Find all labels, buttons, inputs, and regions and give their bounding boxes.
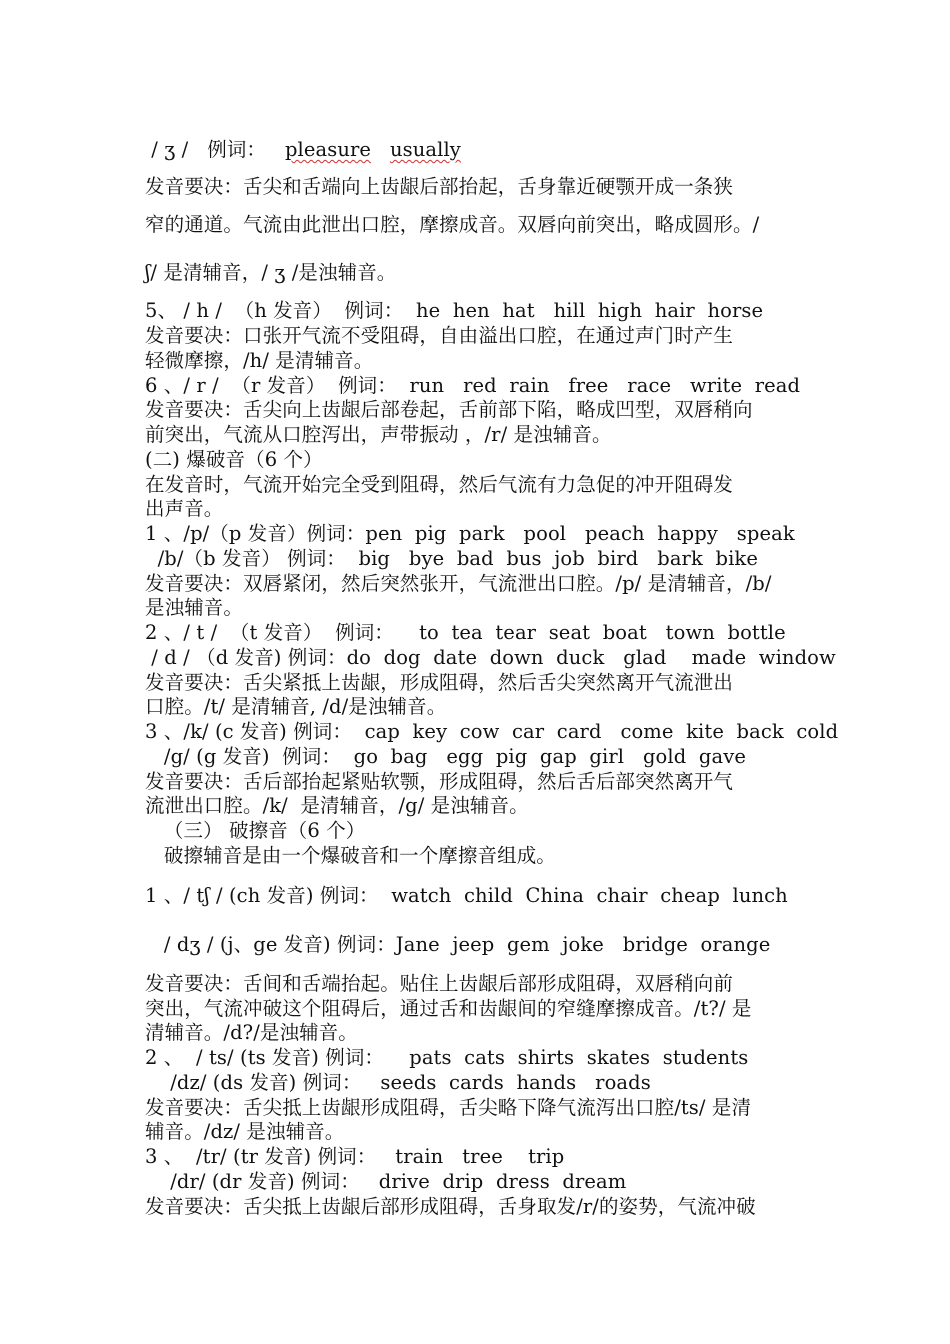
ts-desc-line-2: 辅音。/dz/ 是浊辅音。: [145, 1120, 345, 1143]
ts-sound-heading: 2 、 / ts/ (ts 发音) 例词： pats cats shirts skates students: [145, 1046, 749, 1069]
r-desc-line-2: 前突出，气流从口腔泻出，声带振动 ，/r/ 是浊辅音。: [145, 423, 612, 446]
tsh-sound-heading: 1 、/ tʃ / (ch 发音) 例词： watch child China chair cheap lunch: [145, 884, 788, 907]
h-sound-heading: 5、 / h / （h 发音） 例词： he hen hat hill high hair horse: [145, 299, 764, 322]
dr-sound-heading: /dr/ (dr 发音) 例词： drive drip dress dream: [145, 1170, 627, 1193]
g-sound-heading: /g/ (g 发音) 例词： go bag egg pig gap girl gold gave: [145, 745, 746, 768]
tr-desc-line-1: 发音要决：舌尖抵上齿龈后部形成阻碍，舌身取发/r/的姿势，气流冲破: [145, 1195, 756, 1218]
zh-desc-line-3: ʃ/ 是清辅音，/ ʒ /是浊辅音。: [145, 261, 397, 284]
dzh-sound-heading: / dʒ / (j、ge 发音) 例词：Jane jeep gem joke bridge orange: [145, 933, 771, 956]
tsh-desc-line-2: 突出，气流冲破这个阻碍后，通过舌和齿龈间的窄缝摩擦成音。/t?/ 是: [145, 997, 752, 1020]
plosive-section-title: (二) 爆破音（6 个）: [145, 448, 323, 471]
pb-desc-line-1: 发音要决：双唇紧闭，然后突然张开，气流泄出口腔。/p/ 是清辅音，/b/: [145, 572, 772, 595]
tsh-desc-line-3: 清辅音。/d?/是浊辅音。: [145, 1021, 358, 1044]
example-word-pleasure: pleasure: [284, 138, 372, 161]
td-desc-line-2: 口腔。/t/ 是清辅音, /d/是浊辅音。: [145, 695, 447, 718]
h-desc-line-2: 轻微摩擦，/h/ 是清辅音。: [145, 349, 374, 372]
spacer: [371, 138, 390, 161]
kg-desc-line-1: 发音要决：舌后部抬起紧贴软颚，形成阻碍，然后舌后部突然离开气: [145, 770, 734, 793]
r-desc-line-1: 发音要决：舌尖向上齿龈后部卷起，舌前部下陷，略成凹型，双唇稍向: [145, 398, 753, 421]
h-desc-line-1: 发音要决：口张开气流不受阻碍，自由溢出口腔，在通过声门时产生: [145, 324, 734, 347]
b-sound-heading: /b/（b 发音） 例词： big bye bad bus job bird bark bike: [145, 547, 758, 570]
ts-desc-line-1: 发音要决：舌尖抵上齿龈形成阻碍，舌尖略下降气流泻出口腔/ts/ 是清: [145, 1096, 752, 1119]
plosive-desc-line-2: 出声音。: [145, 497, 224, 520]
d-sound-heading: / d / （d 发音) 例词：do dog date down duck glad made window: [145, 646, 836, 669]
tr-sound-heading: 3 、 /tr/ (tr 发音) 例词： train tree trip: [145, 1145, 565, 1168]
example-word-usually: usually: [389, 138, 461, 161]
k-sound-heading: 3 、/k/ (c 发音) 例词： cap key cow car card come kite back cold: [145, 720, 839, 743]
zh-desc-line-2: 窄的通道。气流由此泄出口腔，摩擦成音。双唇向前突出，略成圆形。/: [145, 213, 760, 236]
t-sound-heading: 2 、/ t / （t 发音） 例词： to tea tear seat boat town bottle: [145, 621, 786, 644]
zh-heading-prefix: / ʒ / 例词：: [145, 138, 285, 161]
zh-sound-heading: [145, 138, 810, 162]
p-sound-heading: 1 、/p/（p 发音）例词：pen pig park pool peach happy speak: [145, 522, 795, 545]
plosive-desc-line-1: 在发音时，气流开始完全受到阻碍，然后气流有力急促的冲开阻碍发: [145, 473, 734, 496]
pb-desc-line-2: 是浊辅音。: [145, 596, 244, 619]
tsh-desc-line-1: 发音要决：舌间和舌端抬起。贴住上齿龈后部形成阻碍，双唇稍向前: [145, 972, 734, 995]
affricate-desc: 破擦辅音是由一个爆破音和一个摩擦音组成。: [145, 844, 556, 867]
dz-sound-heading: /dz/ (ds 发音) 例词： seeds cards hands roads: [145, 1071, 651, 1094]
zh-desc-line-1: 发音要决：舌尖和舌端向上齿龈后部抬起，舌身靠近硬颚开成一条狭: [145, 175, 734, 198]
affricate-section-title: （三） 破擦音（6 个）: [145, 819, 366, 842]
r-sound-heading: 6 、/ r / （r 发音） 例词： run red rain free race write read: [145, 374, 801, 397]
td-desc-line-1: 发音要决：舌尖紧抵上齿龈，形成阻碍，然后舌尖突然离开气流泄出: [145, 671, 734, 694]
kg-desc-line-2: 流泄出口腔。/k/ 是清辅音，/g/ 是浊辅音。: [145, 794, 529, 817]
